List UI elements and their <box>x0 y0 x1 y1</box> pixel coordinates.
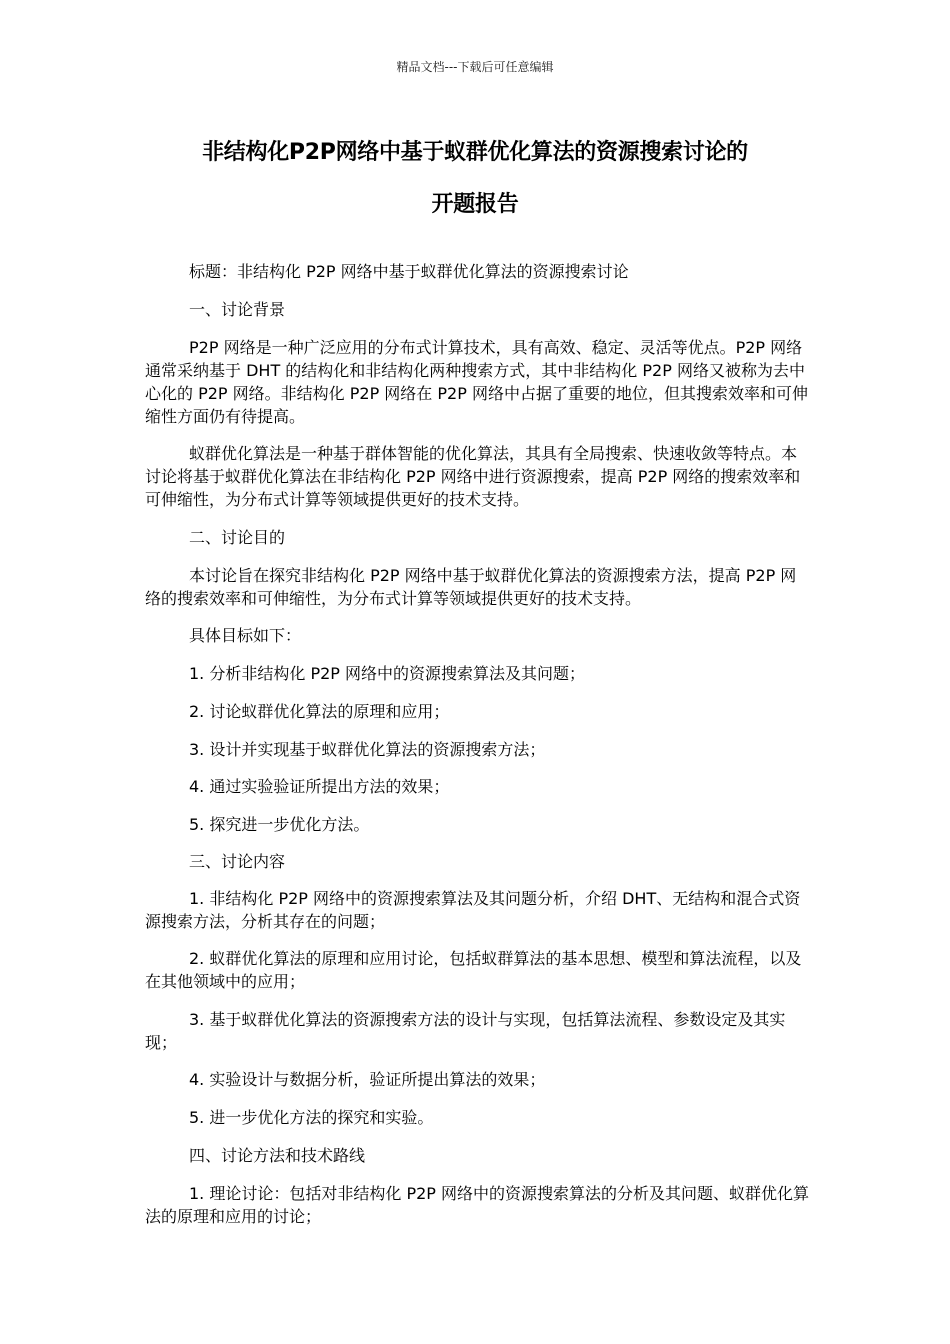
section-heading-purpose: 二、讨论目的 <box>189 528 286 547</box>
list-item-content-2: 2. 蚁群优化算法的原理和应用讨论，包括蚁群算法的基本思想、模型和算法流程，以及在其他领域中的应用； <box>145 949 802 991</box>
list-item-content-4: 4. 实验设计与数据分析，验证所提出算法的效果； <box>189 1070 546 1089</box>
paragraph-background-1: P2P 网络是一种广泛应用的分布式计算技术，具有高效、稳定、灵活等优点。P2P 网络通常采纳基于 DHT 的结构化和非结构化两种搜索方式，其中非结构化 P2P 网络又被称为去中心化的 P2P 网络。非结构化 P2P 网络在 P2P 网络中占据了重要的地位，但其搜索效率和可伸缩性方面仍有待提高。 <box>145 338 808 426</box>
document-title-line-1: 非结构化P2P网络中基于蚁群优化算法的资源搜索讨论的 <box>202 140 748 165</box>
list-item-content-1: 1. 非结构化 P2P 网络中的资源搜索算法及其问题分析，介绍 DHT、无结构和混合式资源搜索方法，分析其存在的问题； <box>145 889 801 931</box>
paragraph-background-2: 蚁群优化算法是一种基于群体智能的优化算法，其具有全局搜索、快速收敛等特点。本讨论将基于蚁群优化算法在非结构化 P2P 网络中进行资源搜索，提高 P2P 网络的搜索效率和可伸缩性，为分布式计算等领域提供更好的技术支持。 <box>145 444 801 509</box>
list-item-goal-3: 3. 设计并实现基于蚁群优化算法的资源搜索方法； <box>189 740 546 759</box>
list-item-goal-2: 2. 讨论蚁群优化算法的原理和应用； <box>189 702 450 721</box>
list-item-goal-4: 4. 通过实验验证所提出方法的效果； <box>189 777 450 796</box>
list-item-goal-5: 5. 探究进一步优化方法。 <box>189 815 370 834</box>
paragraph-subject: 标题：非结构化 P2P 网络中基于蚁群优化算法的资源搜索讨论 <box>189 262 629 281</box>
list-item-content-3: 3. 基于蚁群优化算法的资源搜索方法的设计与实现，包括算法流程、参数设定及其实现； <box>145 1010 786 1052</box>
list-item-goal-1: 1. 分析非结构化 P2P 网络中的资源搜索算法及其问题； <box>189 664 586 683</box>
page-header: 精品文档---下载后可任意编辑 <box>396 60 554 74</box>
section-heading-methods: 四、讨论方法和技术路线 <box>189 1146 366 1165</box>
document-title-line-2: 开题报告 <box>431 192 519 217</box>
list-item-method-1: 1. 理论讨论：包括对非结构化 P2P 网络中的资源搜索算法的分析及其问题、蚁群优化算法的原理和应用的讨论； <box>145 1184 810 1226</box>
list-item-content-5: 5. 进一步优化方法的探究和实验。 <box>189 1108 434 1127</box>
section-heading-content: 三、讨论内容 <box>189 852 286 871</box>
paragraph-purpose: 本讨论旨在探究非结构化 P2P 网络中基于蚁群优化算法的资源搜索方法，提高 P2P 网络的搜索效率和可伸缩性，为分布式计算等领域提供更好的技术支持。 <box>145 566 797 608</box>
section-heading-background: 一、讨论背景 <box>189 300 286 319</box>
paragraph-goals-intro: 具体目标如下： <box>189 626 302 645</box>
